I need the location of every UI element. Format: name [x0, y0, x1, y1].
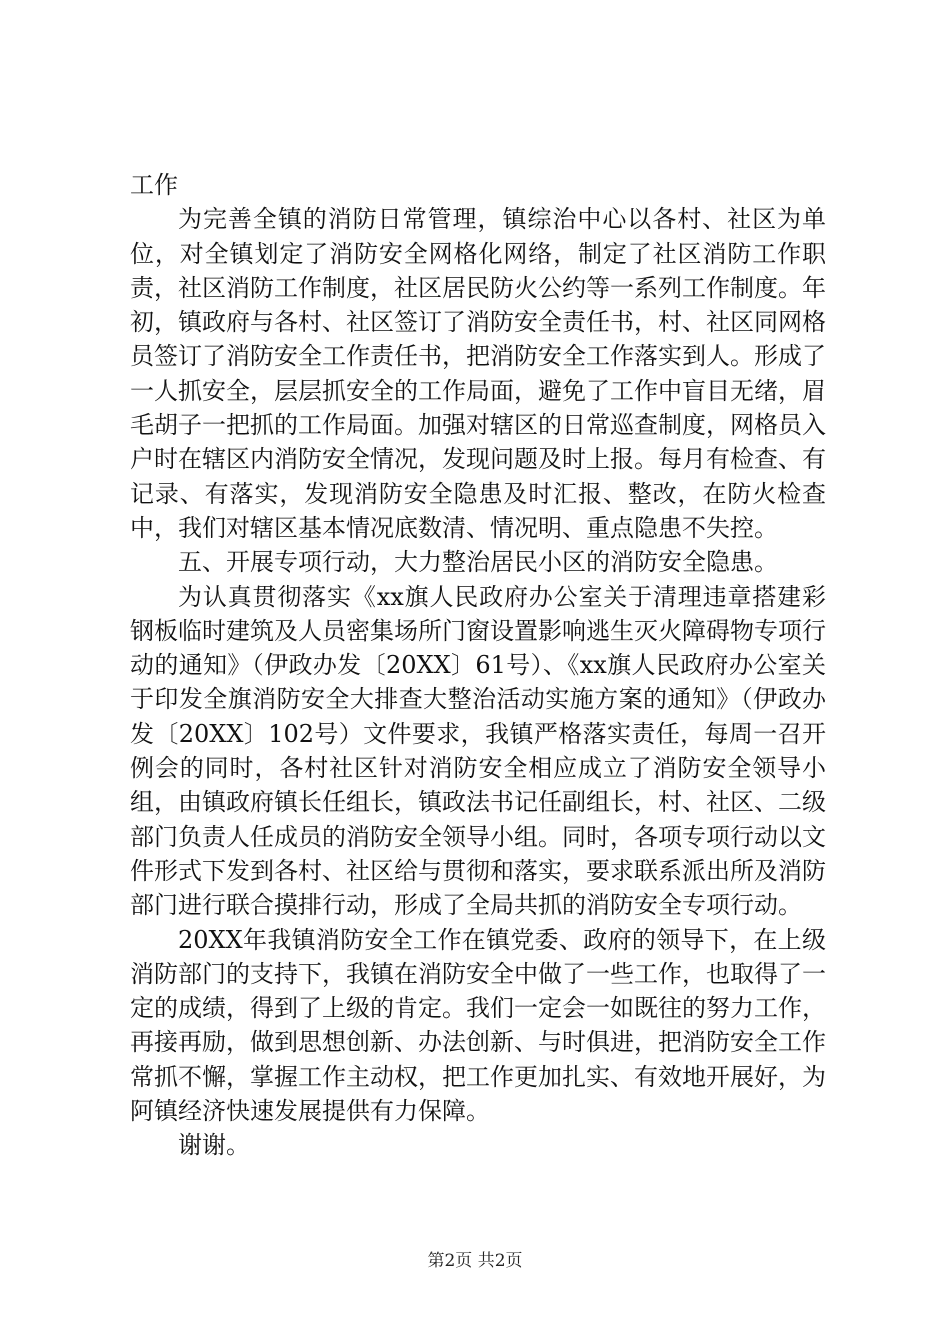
- section-heading-special-action: 五、开展专项行动，大力整治居民小区的消防安全隐患。: [178, 548, 778, 577]
- paragraph-continuation: 工作: [130, 171, 178, 199]
- paragraph-summary: 20XX年我镇消防安全工作在镇党委、政府的领导下，在上级消防部门的支持下，我镇在消防安全中做了一些工作，也取得了一定的成绩，得到了上级的肯定。我们一定会一如既往的努力工作，再接再励，做到思想创新、办法创新、与时俱进，把消防安全工作常抓不懈，掌握工作主动权，把工作更加扎实、有效地开展好，为阿镇经济快速发展提供有力保障。: [130, 925, 826, 1126]
- document-body: [130, 168, 826, 1163]
- paragraph-grid-management: 为完善全镇的消防日常管理，镇综治中心以各村、社区为单位，对全镇划定了消防安全网格化网络，制定了社区消防工作职责，社区消防工作制度，社区居民防火公约等一系列工作制度。年初，镇政府与各村、社区签订了消防安全责任书，村、社区同网格员签订了消防安全工作责任书，把消防安全工作落实到人。形成了一人抓安全，层层抓安全的工作局面，避免了工作中盲目无绪，眉毛胡子一把抓的工作局面。加强对辖区的日常巡查制度，网格员入户时在辖区内消防安全情况，发现问题及时上报。每月有检查、有记录、有落实，发现消防安全隐患及时汇报、整改，在防火检查中，我们对辖区基本情况底数清、情况明、重点隐患不失控。: [130, 205, 826, 542]
- paragraph-thanks: 谢谢。: [178, 1131, 250, 1160]
- paragraph-special-action: 为认真贯彻落实《xx旗人民政府办公室关于清理违章搭建彩钢板临时建筑及人员密集场所门窗设置影响逃生灭火障碍物专项行动的通知》（伊政办发〔20XX〕61号）、《xx旗人民政府办公室关于印发全旗消防安全大排查大整治活动实施方案的通知》（伊政办发〔20XX〕102号）文件要求，我镇严格落实责任，每周一召开例会的同时，各村社区针对消防安全相应成立了消防安全领导小组，由镇政府镇长任组长，镇政法书记任副组长，村、社区、二级部门负责人任成员的消防安全领导小组。同时，各项专项行动以文件形式下发到各村、社区给与贯彻和落实，要求联系派出所及消防部门进行联合摸排行动，形成了全局共抓的消防安全专项行动。: [130, 582, 826, 920]
- page-number-footer: 第2页 共2页: [427, 1251, 523, 1271]
